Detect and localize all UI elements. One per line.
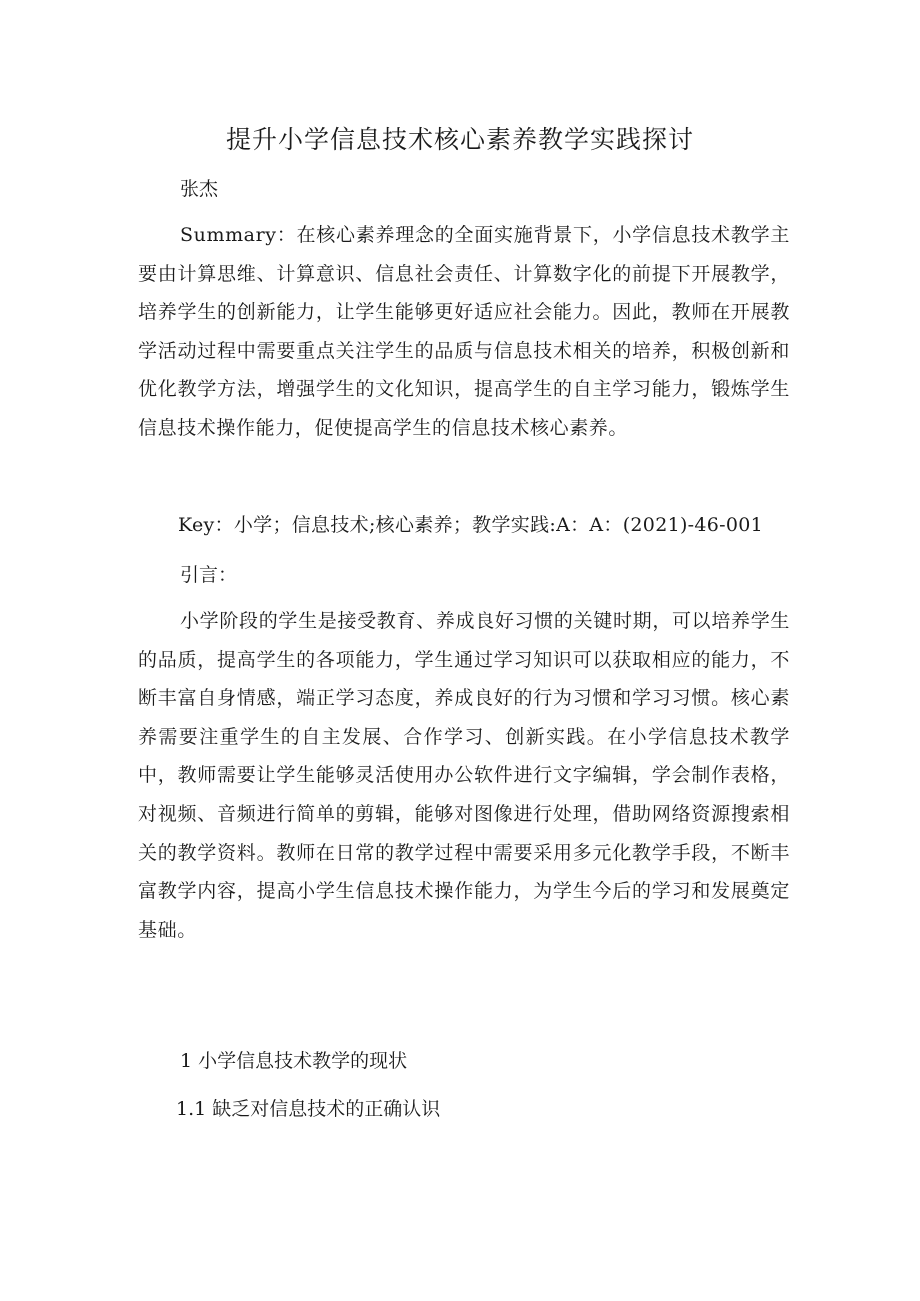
document-title: 提升小学信息技术核心素养教学实践探讨 [225, 125, 694, 154]
section-heading-1: 1 小学信息技术教学的现状 [180, 1050, 408, 1072]
section-heading-1-1: 1.1 缺乏对信息技术的正确认识 [176, 1098, 441, 1120]
author-name: 张杰 [180, 178, 219, 200]
summary-paragraph: Summary：在核心素养理念的全面实施背景下，小学信息技术教学主要由计算思维、计算意识、信息社会责任、计算数字化的前提下开展教学，培养学生的创新能力，让学生能够更好适应社会能力。因此，教师在开展教学活动过程中需要重点关注学生的品质与信息技术相关的培养，积极创新和优化教学方法，增强学生的文化知识，提高学生的自主学习能力，锻炼学生信息技术操作能力，促使提高学生的信息技术核心素养。 [138, 224, 790, 439]
intro-paragraph: 小学阶段的学生是接受教育、养成良好习惯的关键时期，可以培养学生的品质，提高学生的各项能力，学生通过学习知识可以获取相应的能力，不断丰富自身情感，端正学习态度，养成良好的行为习惯和学习习惯。核心素养需要注重学生的自主发展、合作学习、创新实践。在小学信息技术教学中，教师需要让学生能够灵活使用办公软件进行文字编辑，学会制作表格，对视频、音频进行简单的剪辑，能够对图像进行处理，借助网络资源搜索相关的教学资料。教师在日常的教学过程中需要采用多元化教学手段，不断丰富教学内容，提高小学生信息技术操作能力，为学生今后的学习和发展奠定基础。 [138, 610, 790, 941]
keywords-line: Key：小学；信息技术;核心素养；教学实践:A：A：(2021)-46-001 [178, 514, 764, 536]
intro-label: 引言： [180, 564, 238, 586]
